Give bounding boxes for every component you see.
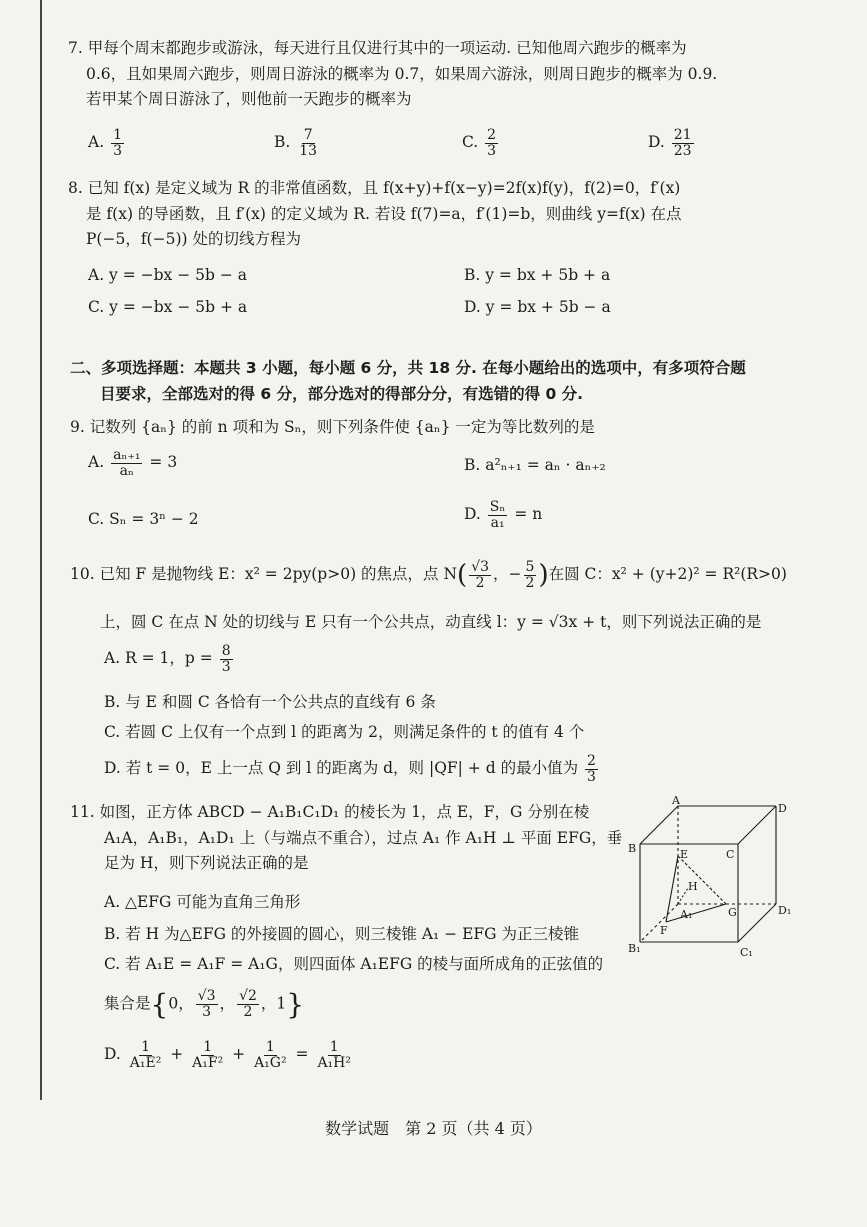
q11-option-a: A. △EFG 可能为直角三角形 [104,893,301,911]
fraction: $\frac{√3}{3}$ [197,988,216,1020]
cube-figure [626,796,796,966]
hidden-edge [640,904,678,942]
q9-option-b: B. a²ₙ₊₁ = aₙ · aₙ₊₂ [464,456,606,474]
question-9 [70,415,827,441]
q7-line1: 7. 甲每个周末都跑步或游泳，每天进行且仅进行其中的一项运动. 已知他周六跑步的概率为 [68,39,687,57]
label-g: G [728,906,737,919]
edge [738,806,776,844]
triangle-edge-fg [666,904,726,922]
fraction: $\frac{√3}{2}$ [471,559,490,591]
q7-option-c: C. $\frac{2}{3}$ [462,127,497,159]
q11-option-c-line2: 集合是{0， $\frac{√3}{3}$ ， $\frac{√2}{2}$ ，1} [104,988,305,1021]
label-e: E [680,848,689,861]
fraction: $\frac{2}{3}$ [487,127,497,159]
q9-stem: 9. 记数列 {aₙ} 的前 n 项和为 Sₙ，则下列条件使 {aₙ} 一定为等比数列的是 [70,418,595,436]
triangle-edge-ef [666,856,678,922]
q8-option-c: C. y = −bx − 5b + a [88,298,248,316]
fraction: $\frac{21}{23}$ [673,127,692,159]
fraction: $\frac{1}{3}$ [113,127,122,159]
q10-option-c: C. 若圆 C 上仅有一个点到 l 的距离为 2，则满足条件的 t 的值有 4 个 [104,723,585,741]
fraction: $\frac{5}{2}$ [525,559,535,591]
page-binding-edge [40,0,42,1100]
q8-line1: 8. 已知 f(x) 是定义域为 R 的非常值函数，且 f(x+y)+f(x−y)=2f(x)f(y)，f(2)=0，f′(x) [68,179,681,197]
label-b: B [628,842,637,855]
section2-line2: 目要求，全部选对的得 6 分，部分选对的得部分分，有选错的得 0 分. [100,384,584,403]
q11-option-b: B. 若 H 为△EFG 的外接圆的圆心，则三棱锥 A₁ − EFG 为正三棱锥 [104,925,579,943]
q8-line3: P(−5，f(−5)) 处的切线方程为 [86,230,301,249]
q7-option-b: B. $\frac{7}{13}$ [274,127,318,159]
q11-option-d: D. $\frac{1}{\text{A₁E²}}$ + $\frac{1}{\text{A₁F²}}$ + $\frac{1}{\text{A₁G²}}$ = $\frac{1}{\text{A₁H²}}$ [104,1039,351,1071]
q8-line2: 是 f(x) 的导函数，且 f′(x) 的定义域为 R. 若设 f(7)=a，f′(1)=b，则曲线 y=f(x) 在点 [86,204,682,223]
fraction: $\frac{2}{3}$ [587,753,596,785]
section2-line1: 二、多项选择题：本题共 3 小题，每小题 6 分，共 18 分. 在每小题给出的选项中，有多项符合题 [70,359,746,377]
fraction: $\frac{1}{\text{A₁H²}}$ [317,1039,351,1071]
label-a1: A₁ [680,908,693,921]
q10-option-b: B. 与 E 和圆 C 各恰有一个公共点的直线有 6 条 [104,693,436,711]
perpendicular-a1h [678,888,688,904]
question-11 [70,800,622,877]
q10-line1: 10. 已知 F 是抛物线 E：x² = 2py(p>0) 的焦点，点 N( $\frac{√3}{2}$ ，− $\frac{5}{2}$ )在圆 C：x² + (y+2)² = R²(R>0) [70,559,787,591]
fraction: $\frac{8}{3}$ [221,643,231,675]
fraction: $\frac{1}{\text{A₁E²}}$ [129,1039,162,1071]
page-footer: 数学试题 第 2 页（共 4 页） [325,1119,542,1138]
label-d: D [778,802,787,815]
label-c1: C₁ [740,946,753,959]
q7-line3: 若甲某个周日游泳了，则他前一天跑步的概率为 [86,90,412,109]
fraction: $\frac{√2}{2}$ [239,988,257,1020]
q7-line2: 0.6，且如果周六跑步，则周日游泳的概率为 0.7，如果周六游泳，则周日跑步的概率为 0.9. [86,64,718,83]
fraction: $\frac{1}{\text{A₁G²}}$ [254,1039,287,1071]
q8-option-a: A. y = −bx − 5b − a [88,266,248,284]
section-heading-multiple-choice [70,356,827,407]
q10-line2: 上，圆 C 在点 N 处的切线与 E 只有一个公共点，动直线 l：y = √3x + t，则下列说法正确的是 [100,613,762,631]
q7-option-a: A. $\frac{1}{3}$ [88,127,122,159]
fraction: $\frac{\text{aₙ₊₁}}{\text{aₙ}}$ [113,447,141,479]
label-f: F [660,924,668,937]
q11-line1: 11. 如图，正方体 ABCD − A₁B₁C₁D₁ 的棱长为 1，点 E，F，G 分别在棱 [70,803,590,821]
q11-option-c-line1: C. 若 A₁E = A₁F = A₁G，则四面体 A₁EFG 的棱与面所成角的正弦值的 [104,955,604,973]
triangle-edge-eg [678,856,726,904]
q9-option-d: D. $\frac{\text{Sₙ}}{\text{a₁}}$ = n [464,499,543,531]
q11-line3: 足为 H，则下列说法正确的是 [104,854,309,873]
q10-option-d: D. 若 t = 0，E 上一点 Q 到 l 的距离为 d，则 |QF| + d 的最小值为 $\frac{2}{3}$ [104,753,596,785]
label-h: H [688,880,698,893]
q10-option-a: A. R = 1，p = $\frac{8}{3}$ [104,643,231,675]
fraction: $\frac{1}{\text{A₁F²}}$ [192,1039,224,1071]
label-d1: D₁ [778,904,792,917]
edge [640,806,678,844]
label-b1: B₁ [628,942,641,955]
q8-option-b: B. y = bx + 5b + a [464,266,611,284]
q8-option-d: D. y = bx + 5b − a [464,298,611,316]
q9-option-c: C. Sₙ = 3ⁿ − 2 [88,510,199,528]
label-c: C [726,848,735,861]
q9-option-a: A. $\frac{\text{aₙ₊₁}}{\text{aₙ}}$ = 3 [88,447,178,479]
label-a: A [672,796,680,807]
question-7 [68,36,827,113]
fraction: $\frac{\text{Sₙ}}{\text{a₁}}$ [489,499,506,531]
fraction: $\frac{7}{13}$ [299,127,318,159]
q7-option-d: D. $\frac{21}{23}$ [648,127,692,159]
q11-line2: A₁A，A₁B₁，A₁D₁ 上（与端点不重合），过点 A₁ 作 A₁H ⊥ 平面 EFG，垂 [104,828,623,847]
edge [738,904,776,942]
question-8 [68,176,827,253]
